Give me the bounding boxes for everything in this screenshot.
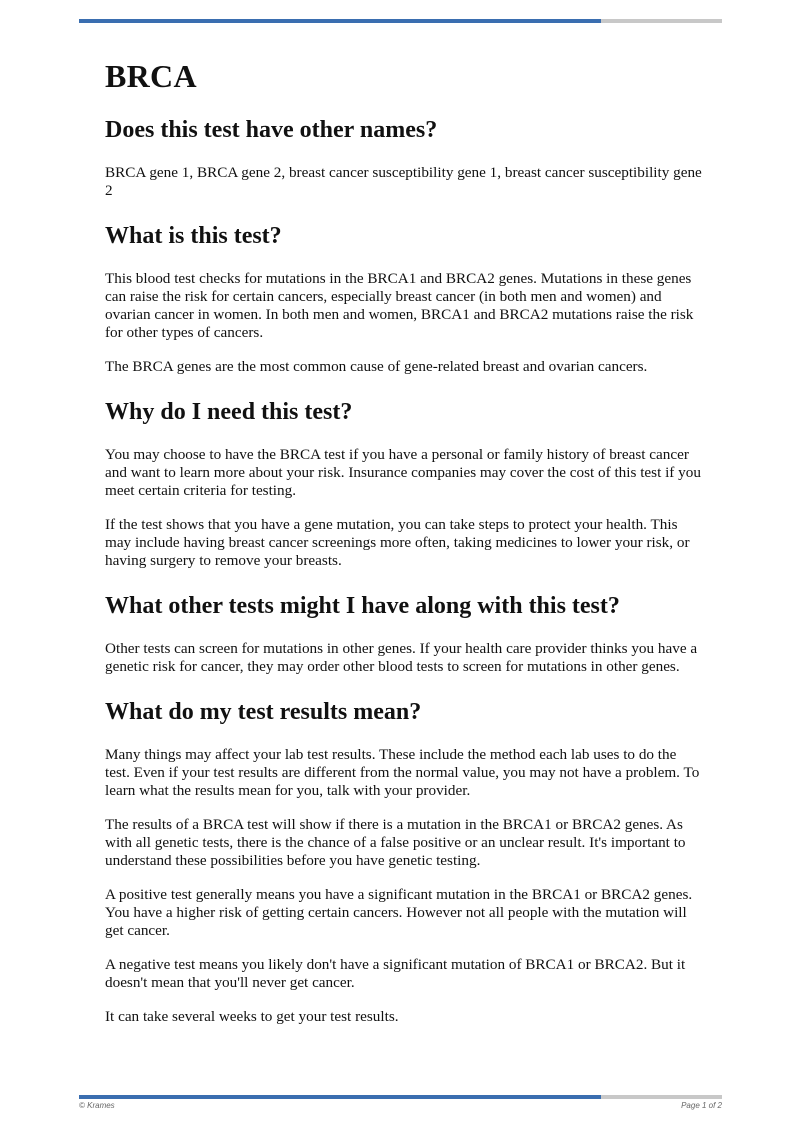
paragraph: Other tests can screen for mutations in other genes. If your health care provider thinks you have a genetic risk for cancer, they may order other blood tests to screen for mutations in other genes.	[105, 640, 698, 675]
paragraph: A negative test means you likely don't have a significant mutation of BRCA1 or BRCA2. But it doesn't mean that you'll never get cancer.	[105, 956, 686, 991]
section-heading-other-names: Does this test have other names?	[105, 117, 438, 143]
paragraph: A positive test generally means you have a significant mutation in the BRCA1 or BRCA2 genes. You have a higher risk of getting certain cancers. However not all people with the mutation will get cancer.	[105, 886, 693, 939]
paragraph: If the test shows that you have a gene mutation, you can take steps to protect your health. This may include having breast cancer screenings more often, taking medicines to lower your risk, or having surgery to remove your breasts.	[105, 516, 690, 569]
header-rule-muted	[601, 19, 722, 23]
section-heading-why-need: Why do I need this test?	[105, 399, 353, 425]
paragraph: This blood test checks for mutations in the BRCA1 and BRCA2 genes. Mutations in these genes can raise the risk for certain cancers, especially breast cancer (in both men and women) and ovarian cancer in women. In both men and women, BRCA1 and BRCA2 mutations raise the risk for other types of cancers.	[105, 270, 694, 341]
paragraph: The results of a BRCA test will show if there is a mutation in the BRCA1 or BRCA2 genes. As with all genetic tests, there is the chance of a false positive or an unclear result. It's important to understand these possibilities before you have genetic testing.	[105, 816, 686, 869]
footer-page-number: Page 1 of 2	[681, 1101, 722, 1110]
paragraph: BRCA gene 1, BRCA gene 2, breast cancer susceptibility gene 1, breast cancer susceptibility gene 2	[105, 164, 702, 199]
paragraph: The BRCA genes are the most common cause of gene-related breast and ovarian cancers.	[105, 358, 648, 375]
section-heading-what-is: What is this test?	[105, 223, 282, 249]
footer-rule-muted	[601, 1095, 722, 1099]
section-heading-results: What do my test results mean?	[105, 699, 422, 725]
header-rule	[79, 19, 722, 23]
footer-copyright: © Krames	[79, 1101, 115, 1110]
header-rule-accent	[79, 19, 601, 23]
footer-rule-accent	[79, 1095, 601, 1099]
section-heading-other-tests: What other tests might I have along with this test?	[105, 593, 620, 619]
paragraph: You may choose to have the BRCA test if you have a personal or family history of breast cancer and want to learn more about your risk. Insurance companies may cover the cost of this test if you meet certain criteria for testing.	[105, 446, 701, 499]
document-body	[105, 56, 705, 1026]
footer-rule	[79, 1095, 722, 1099]
page-title: BRCA	[105, 58, 197, 94]
paragraph: Many things may affect your lab test results. These include the method each lab uses to do the test. Even if your test results are different from the normal value, you may not have a problem. To learn what the results mean for you, talk with your provider.	[105, 746, 700, 799]
paragraph: It can take several weeks to get your test results.	[105, 1008, 399, 1025]
